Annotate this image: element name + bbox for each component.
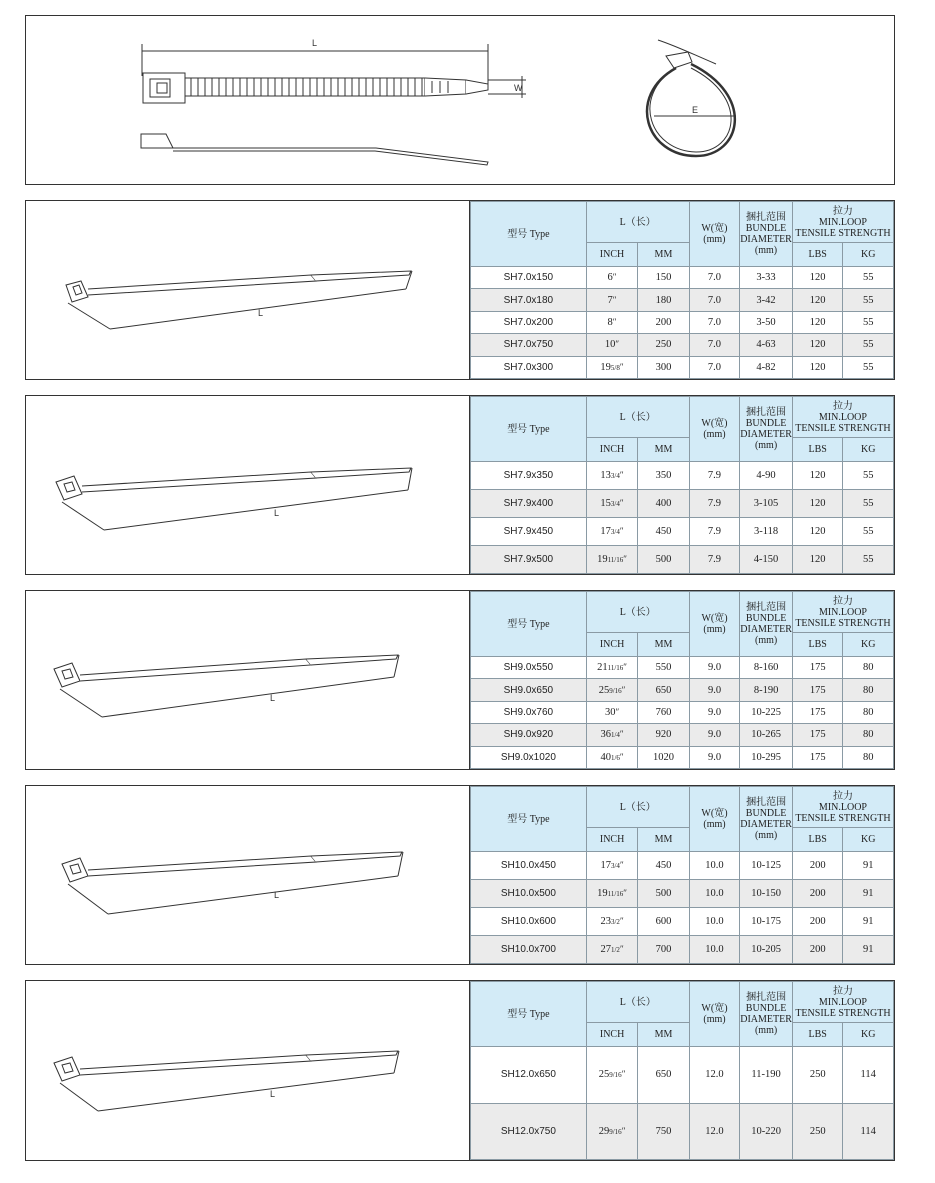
dimension-diagram-panel — [25, 15, 895, 185]
width-header: W(宽) (mm) — [689, 592, 740, 657]
table-row: SH7.9x400 153/4″ 400 7.9 3-105 120 55 — [471, 490, 894, 518]
table-row: SH7.0x300 195/8″ 300 7.0 4-82 120 55 — [471, 356, 894, 378]
tie-strap-side-view — [173, 148, 488, 165]
mm-header: MM — [638, 243, 689, 267]
product-drawing — [26, 981, 470, 1160]
length-label: L — [274, 890, 280, 900]
table-row: SH9.0x650 259/16″ 650 9.0 8-190 175 80 — [471, 679, 894, 701]
product-section-sh12-0 — [25, 980, 895, 1161]
bundle-header: 捆扎范围 BUNDLE DIAMETER (mm) — [740, 982, 793, 1047]
table-row: SH7.0x750 10″ 250 7.0 4-63 120 55 — [471, 334, 894, 356]
product-section-sh10-0 — [25, 785, 895, 965]
tensile-header: 拉力 MIN.LOOP TENSILE STRENGTH — [792, 982, 893, 1023]
spec-table — [470, 591, 894, 769]
kg-header: KG — [843, 1023, 894, 1047]
length-header: L（长） — [586, 592, 689, 633]
table-row: SH7.0x150 6″ 150 7.0 3-33 120 55 — [471, 267, 894, 289]
table-row: SH12.0x750 299/16″ 750 12.0 10-220 250 114 — [471, 1103, 894, 1160]
kg-header: KG — [843, 438, 894, 462]
cable-tie-dimension-diagram — [26, 16, 893, 183]
width-header: W(宽) (mm) — [689, 397, 740, 462]
lbs-header: LBS — [792, 633, 843, 657]
length-label: L — [270, 693, 276, 703]
lbs-header: LBS — [792, 243, 843, 267]
table-row: SH9.0x1020 401/6″ 1020 9.0 10-295 175 80 — [471, 746, 894, 768]
width-label: W — [514, 83, 523, 93]
tie-head-top-view — [143, 73, 185, 103]
product-drawing — [26, 201, 470, 379]
tensile-header: 拉力 MIN.LOOP TENSILE STRENGTH — [792, 202, 893, 243]
spec-table — [470, 786, 894, 964]
tensile-header: 拉力 MIN.LOOP TENSILE STRENGTH — [792, 592, 893, 633]
length-label: L — [270, 1089, 276, 1099]
table-row: SH10.0x500 1911/16″ 500 10.0 10-150 200 91 — [471, 880, 894, 908]
spec-table — [470, 201, 894, 379]
type-header: 型号 Type — [471, 787, 587, 852]
inch-header: INCH — [586, 243, 638, 267]
mm-header: MM — [638, 828, 689, 852]
cable-tie-drawing — [26, 591, 468, 768]
product-drawing — [26, 396, 470, 574]
cable-tie-drawing — [26, 981, 468, 1159]
product-drawing — [26, 786, 470, 964]
bundle-header: 捆扎范围 BUNDLE DIAMETER (mm) — [740, 202, 793, 267]
bundle-header: 捆扎范围 BUNDLE DIAMETER (mm) — [740, 787, 793, 852]
table-row: SH12.0x650 259/16″ 650 12.0 11-190 250 114 — [471, 1047, 894, 1104]
length-label: L — [258, 308, 264, 318]
table-row: SH7.0x200 8″ 200 7.0 3-50 120 55 — [471, 311, 894, 333]
kg-header: KG — [843, 243, 894, 267]
spec-table — [470, 396, 894, 574]
table-row: SH7.9x350 133/4″ 350 7.9 4-90 120 55 — [471, 462, 894, 490]
inch-header: INCH — [586, 438, 638, 462]
width-header: W(宽) (mm) — [689, 982, 740, 1047]
length-header: L（长） — [586, 787, 689, 828]
table-row: SH10.0x700 271/2″ 700 10.0 10-205 200 91 — [471, 936, 894, 964]
bundle-header: 捆扎范围 BUNDLE DIAMETER (mm) — [740, 592, 793, 657]
bundle-header: 捆扎范围 BUNDLE DIAMETER (mm) — [740, 397, 793, 462]
mm-header: MM — [638, 633, 689, 657]
tie-head-side-view — [141, 134, 173, 148]
type-header: 型号 Type — [471, 397, 587, 462]
cable-tie-drawing — [26, 396, 468, 573]
type-header: 型号 Type — [471, 202, 587, 267]
length-header: L（长） — [586, 982, 689, 1023]
kg-header: KG — [843, 633, 894, 657]
length-header: L（长） — [586, 397, 689, 438]
inch-header: INCH — [586, 633, 638, 657]
inch-header: INCH — [586, 828, 638, 852]
product-drawing — [26, 591, 470, 769]
inch-header: INCH — [586, 1023, 638, 1047]
table-row: SH9.0x760 30″ 760 9.0 10-225 175 80 — [471, 701, 894, 723]
type-header: 型号 Type — [471, 592, 587, 657]
tensile-header: 拉力 MIN.LOOP TENSILE STRENGTH — [792, 397, 893, 438]
table-row: SH9.0x920 361/4″ 920 9.0 10-265 175 80 — [471, 724, 894, 746]
product-section-sh7-9 — [25, 395, 895, 575]
bundle-label: E — [692, 105, 699, 115]
lbs-header: LBS — [792, 438, 843, 462]
width-header: W(宽) (mm) — [689, 787, 740, 852]
length-header: L（长） — [586, 202, 689, 243]
table-row: SH7.9x450 173/4″ 450 7.9 3-118 120 55 — [471, 518, 894, 546]
table-row: SH7.0x180 7″ 180 7.0 3-42 120 55 — [471, 289, 894, 311]
table-row: SH10.0x450 173/4″ 450 10.0 10-125 200 91 — [471, 852, 894, 880]
table-row: SH10.0x600 233/2″ 600 10.0 10-175 200 91 — [471, 908, 894, 936]
cable-tie-drawing — [26, 201, 468, 378]
type-header: 型号 Type — [471, 982, 587, 1047]
tensile-header: 拉力 MIN.LOOP TENSILE STRENGTH — [792, 787, 893, 828]
table-row: SH7.9x500 1911/16″ 500 7.9 4-150 120 55 — [471, 546, 894, 574]
cable-tie-drawing — [26, 786, 468, 963]
product-section-sh9-0 — [25, 590, 895, 770]
mm-header: MM — [638, 1023, 689, 1047]
kg-header: KG — [843, 828, 894, 852]
mm-header: MM — [638, 438, 689, 462]
spec-table — [470, 981, 894, 1160]
lbs-header: LBS — [792, 1023, 843, 1047]
length-label: L — [274, 508, 280, 518]
width-header: W(宽) (mm) — [689, 202, 740, 267]
length-label: L — [312, 38, 318, 48]
lbs-header: LBS — [792, 828, 843, 852]
tie-strap-top-view — [185, 78, 425, 96]
table-row: SH9.0x550 2111/16″ 550 9.0 8-160 175 80 — [471, 657, 894, 679]
product-section-sh7-0 — [25, 200, 895, 380]
